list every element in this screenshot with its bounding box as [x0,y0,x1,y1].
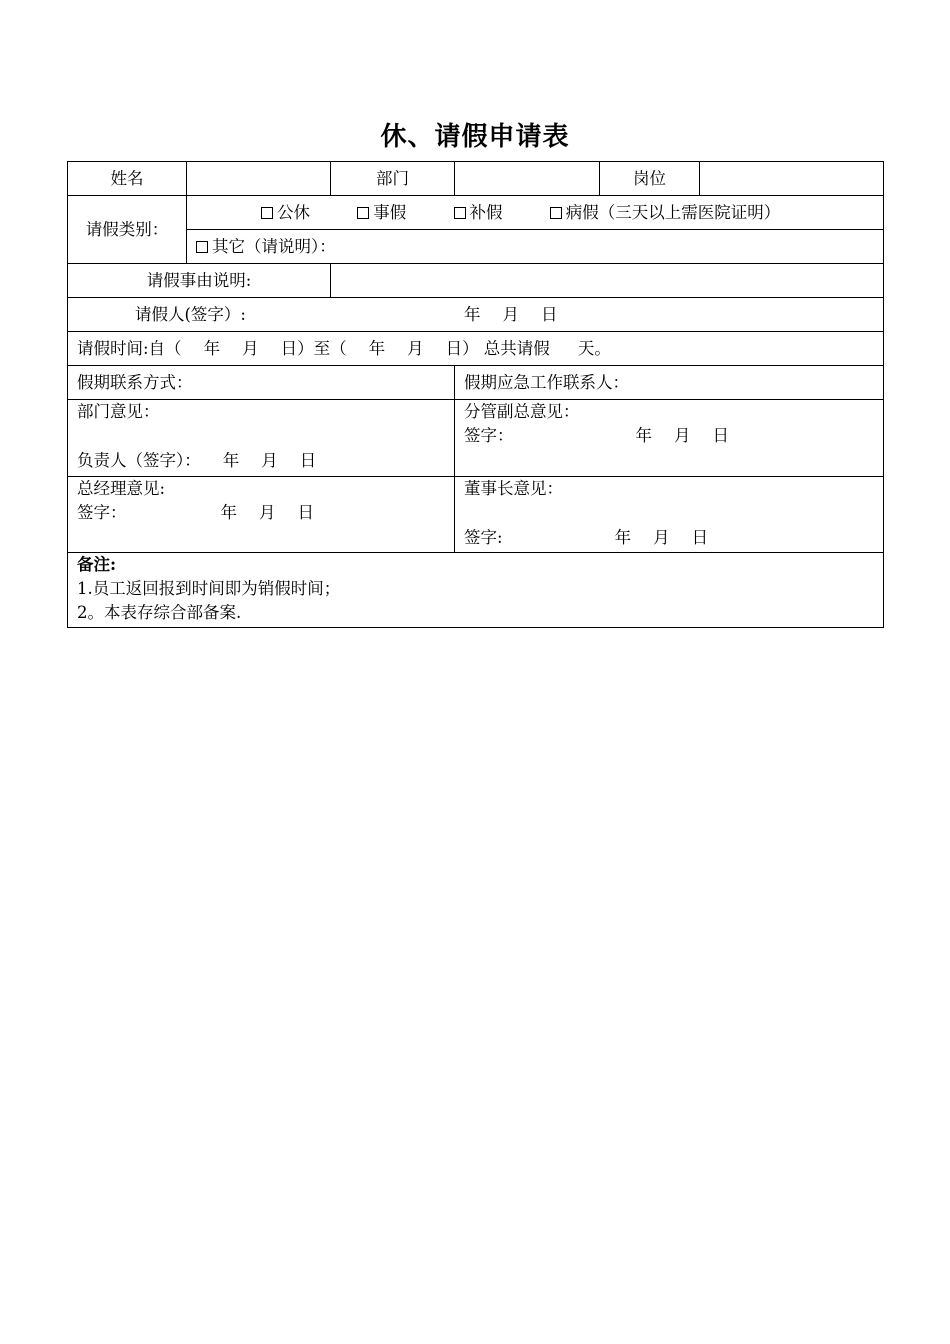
department-field[interactable] [455,162,600,196]
vp-sign-label: 签字： [464,426,514,445]
page-title: 休、请假申请表 [380,122,570,152]
applicant-sign-label: 请假人(签字）: [135,304,246,324]
checkbox-square-icon [550,207,562,219]
chairman-opinion-label: 董事长意见： [464,479,563,498]
gm-opinion-label: 总经理意见: [77,479,166,498]
department-day-label: 日 [299,451,317,470]
holiday-contact-label: 假期联系方式： [77,372,193,392]
gm-day-label: 日 [297,503,314,522]
applicant-sign-cell[interactable] [68,298,884,332]
checkbox-sick-leave[interactable] [550,201,781,225]
form-row-opinions-2 [68,477,884,553]
checkbox-label: 其它（请说明）： [212,236,336,256]
chairman-year-label: 年 [614,528,632,547]
note-item: 2。本表存综合部备案. [77,603,242,622]
chairman-month-label: 月 [653,528,670,547]
emergency-contact-cell[interactable] [455,366,884,400]
checkbox-label: 补假 [469,202,503,222]
department-opinion-label: 部门意见： [77,402,160,421]
name-label: 姓名 [68,162,187,196]
leave-type-options [187,196,884,230]
checkbox-square-icon [261,207,273,219]
notes-heading: 备注: [77,555,117,574]
reason-field[interactable] [331,264,884,298]
period-to-label: 日）至（ [280,338,347,358]
leave-type-label: 请假类别： [68,196,187,264]
applicant-day-label: 日 [541,304,558,324]
checkbox-square-icon [357,207,369,219]
vp-day-label: 日 [712,426,729,445]
department-month-label: 月 [261,451,278,470]
gm-sign-label: 签字： [77,503,127,522]
applicant-month-label: 月 [502,304,519,324]
period-from-year: 年 [203,338,221,358]
chairman-day-label: 日 [691,528,709,547]
gm-year-label: 年 [220,503,237,522]
form-row-notes [68,553,884,628]
form-row-contacts [68,366,884,400]
form-row-leave-type [68,196,884,230]
form-row-reason [68,264,884,298]
period-days-suffix: 天。 [577,338,611,358]
department-year-label: 年 [222,451,240,470]
form-row-period [68,332,884,366]
department-label: 部门 [331,162,455,196]
department-sign-label: 负责人（签字）： [77,451,201,470]
checkbox-square-icon [196,241,208,253]
vp-opinion-label: 分管副总意见： [464,402,580,421]
checkbox-square-icon [454,207,466,219]
checkbox-label: 病假（三天以上需医院证明） [565,202,781,222]
period-from-month: 月 [242,338,259,358]
period-to-year: 年 [368,338,386,358]
vp-opinion-cell[interactable] [455,400,884,477]
checkbox-compensatory-leave[interactable] [454,201,503,225]
form-row-leave-other [68,230,884,264]
note-item: 1.员工返回报到时间即为销假时间； [77,579,341,598]
reason-label: 请假事由说明: [68,264,331,298]
form-row-basic-info [68,162,884,196]
post-label: 岗位 [600,162,700,196]
checkbox-label: 公休 [277,202,310,222]
notes-cell [68,553,884,628]
checkbox-personal-leave[interactable] [357,201,406,225]
department-opinion-cell[interactable] [68,400,455,477]
checkbox-annual-leave[interactable] [261,201,310,225]
holiday-contact-cell[interactable] [68,366,455,400]
period-total-label: 日） 总共请假 [445,338,550,358]
checkbox-label: 事假 [373,202,407,222]
vp-year-label: 年 [635,426,652,445]
leave-period-cell[interactable] [68,332,884,366]
vp-month-label: 月 [674,426,691,445]
form-row-applicant [68,298,884,332]
applicant-year-label: 年 [464,304,481,324]
gm-month-label: 月 [259,503,276,522]
name-field[interactable] [187,162,331,196]
emergency-contact-label: 假期应急工作联系人： [464,372,629,392]
gm-opinion-cell[interactable] [68,477,455,553]
chairman-sign-label: 签字: [464,528,503,547]
leave-application-form [67,161,884,628]
form-row-opinions-1 [68,400,884,477]
chairman-opinion-cell[interactable] [455,477,884,553]
period-to-month: 月 [407,338,424,358]
checkbox-other-leave[interactable] [187,230,884,264]
period-prefix: 请假时间:自（ [77,338,182,358]
post-field[interactable] [700,162,884,196]
